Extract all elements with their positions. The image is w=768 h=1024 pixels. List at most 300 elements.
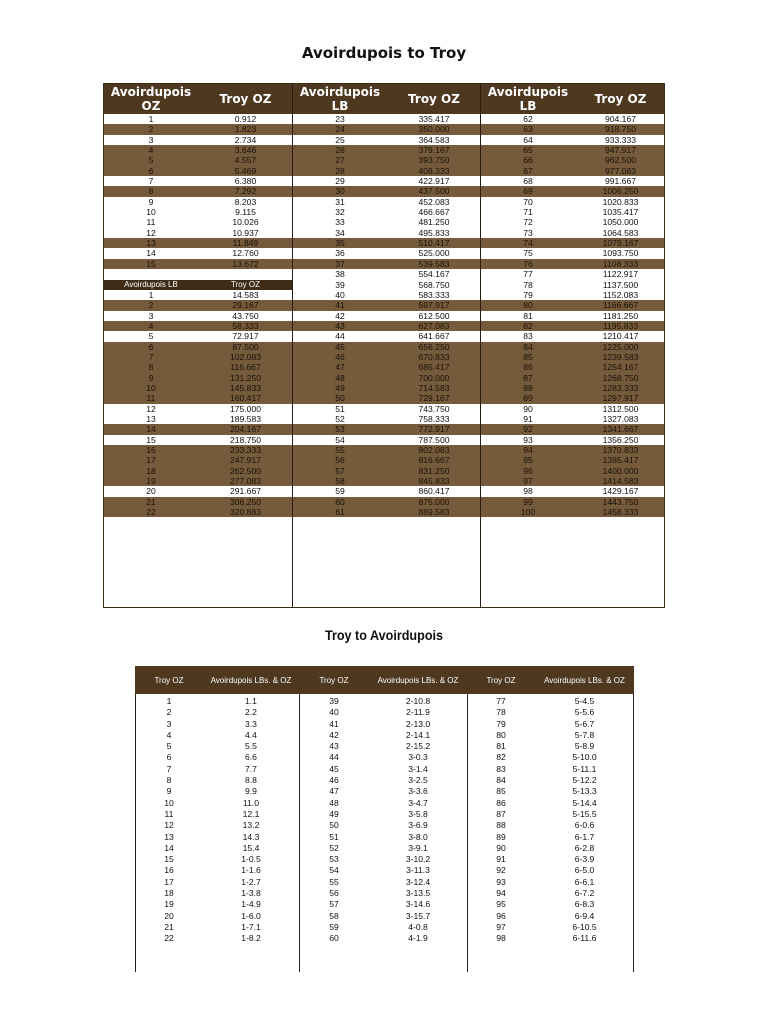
cell-unit: 83 <box>523 331 533 342</box>
cell-unit: 17 <box>146 455 156 466</box>
cell-unit: 41 <box>335 300 345 311</box>
table-row <box>103 124 292 134</box>
table-row <box>467 719 634 730</box>
table-row <box>135 899 299 910</box>
cell-unit: 64 <box>523 134 533 145</box>
table-row <box>467 798 634 809</box>
cell-value: 1210.417 <box>602 331 639 342</box>
cell-value: 5-11.1 <box>572 763 597 774</box>
table-row <box>299 854 467 865</box>
table-row <box>292 124 480 134</box>
cell-unit: 55 <box>335 445 345 455</box>
table-row <box>103 228 292 238</box>
cell-unit: 87 <box>523 372 533 383</box>
table-row <box>292 362 480 372</box>
table-row <box>480 435 665 445</box>
table-row <box>480 476 665 486</box>
cell-value: 918.750 <box>604 124 637 135</box>
table-row <box>299 730 467 741</box>
cell-unit: 2 <box>148 300 154 311</box>
cell-unit: 56 <box>335 455 345 466</box>
cell-unit: 4 <box>148 320 154 331</box>
cell-unit: 4 <box>148 145 154 156</box>
table-row <box>135 809 299 820</box>
table-row <box>103 383 292 393</box>
cell-unit: 86 <box>523 362 533 373</box>
cell-value: 6.6 <box>245 752 257 763</box>
table-row <box>480 486 665 496</box>
cell-value: 6-1.7 <box>574 831 595 842</box>
table-row <box>467 775 634 786</box>
cell-value: 5-14.4 <box>572 797 597 808</box>
table-row <box>103 269 292 279</box>
table-row <box>480 155 665 165</box>
table-row <box>103 393 292 403</box>
cell-unit: 58 <box>335 476 345 487</box>
table-row <box>292 414 480 424</box>
cell-unit: 12 <box>146 403 156 414</box>
cell-value: 10.026 <box>232 217 259 228</box>
cell-unit: 72 <box>523 217 533 228</box>
table-row <box>103 507 292 517</box>
table-row <box>467 843 634 854</box>
cell-value: 510.417 <box>418 238 450 249</box>
table-row <box>292 466 480 476</box>
table-row <box>467 922 634 933</box>
cell-unit: 26 <box>335 145 345 156</box>
cell-value: 3-3.6 <box>408 786 428 797</box>
cell-value: 539.583 <box>418 258 450 269</box>
table-row <box>103 290 292 300</box>
table-row <box>480 507 665 517</box>
cell-value: 3.646 <box>234 145 257 156</box>
table-row <box>480 404 665 414</box>
table-row <box>292 135 480 145</box>
table-row <box>103 331 292 341</box>
cell-value: 3-9.1 <box>408 842 428 853</box>
table-row <box>292 424 480 434</box>
cell-unit: 62 <box>523 114 533 124</box>
table-row <box>299 775 467 786</box>
header-troy-oz: Troy OZ <box>219 91 272 106</box>
table-row <box>480 290 665 300</box>
cell-unit: 57 <box>335 465 345 476</box>
cell-unit: 8 <box>166 775 172 786</box>
cell-value: 12.1 <box>242 808 260 819</box>
cell-unit: 12 <box>146 227 156 238</box>
cell-value: 1327.083 <box>602 413 639 424</box>
cell-value: 3-13.5 <box>405 888 431 899</box>
cell-value: 320.883 <box>229 507 262 518</box>
cell-unit: 22 <box>146 507 156 518</box>
table-row <box>467 696 634 707</box>
cell-value: 145.833 <box>229 382 262 393</box>
table-row <box>480 424 665 434</box>
table-row <box>103 466 292 476</box>
cell-value: 408.333 <box>418 165 450 176</box>
table-row <box>292 259 480 269</box>
cell-unit: 1 <box>148 114 154 124</box>
cell-unit: 96 <box>523 465 533 476</box>
cell-value: 1108.333 <box>602 258 639 269</box>
cell-value: 6-5.0 <box>574 865 595 876</box>
table-row <box>292 455 480 465</box>
cell-value: 2-13.0 <box>405 718 431 729</box>
cell-value: 72.917 <box>232 331 259 342</box>
cell-unit: 15 <box>146 434 156 445</box>
cell-value: 3-11.3 <box>406 865 430 876</box>
cell-value: 1-2.7 <box>241 876 261 887</box>
cell-unit: 7 <box>148 176 154 187</box>
cell-value: 1064.583 <box>602 227 639 238</box>
cell-value: 5-10.0 <box>572 752 597 763</box>
table-row <box>467 730 634 741</box>
table-row <box>135 832 299 843</box>
table-row <box>103 248 292 258</box>
table-row <box>292 217 480 227</box>
table-row <box>480 362 665 372</box>
table-row <box>103 300 292 310</box>
table-row <box>480 114 665 124</box>
table-row <box>467 707 634 718</box>
table-row <box>292 497 480 507</box>
table-row <box>467 832 634 843</box>
cell-unit: 51 <box>335 403 345 414</box>
cell-value: 3-2.5 <box>408 775 428 786</box>
cell-unit: 88 <box>496 820 506 831</box>
cell-unit: 89 <box>523 393 533 404</box>
cell-unit: 16 <box>146 445 156 455</box>
cell-unit: 41 <box>329 718 339 729</box>
table-row <box>292 507 480 517</box>
table-row <box>292 383 480 393</box>
cell-unit: 9 <box>166 786 172 797</box>
header-troy-oz: Troy OZ <box>319 675 349 685</box>
cell-value: 1283.333 <box>602 382 639 393</box>
table-row <box>103 486 292 496</box>
table-row <box>299 764 467 775</box>
cell-unit: 13 <box>146 238 156 249</box>
cell-unit: 100 <box>520 507 536 518</box>
cell-unit: 32 <box>335 207 345 218</box>
cell-unit: 80 <box>496 729 506 740</box>
table-row <box>480 197 665 207</box>
cell-value: 1122.917 <box>602 269 639 280</box>
cell-unit: 84 <box>523 341 533 352</box>
cell-value: 5-8.9 <box>574 741 595 752</box>
table-row <box>480 186 665 196</box>
cell-value: 1225.000 <box>602 341 639 352</box>
cell-unit: 83 <box>496 763 506 774</box>
table-row <box>135 888 299 899</box>
cell-unit: 84 <box>496 775 506 786</box>
cell-value: 29.167 <box>232 300 259 311</box>
cell-value: 3-10.2 <box>405 854 431 865</box>
cell-value: 933.333 <box>604 134 637 145</box>
lb-rows-mid <box>292 114 480 517</box>
table-row <box>135 911 299 922</box>
cell-value: 335.417 <box>418 114 450 124</box>
cell-value: 2-14.1 <box>405 729 431 740</box>
table-row <box>103 352 292 362</box>
cell-value: 2-10.8 <box>405 696 431 706</box>
table-row <box>480 455 665 465</box>
cell-value: 7.7 <box>245 763 257 774</box>
cell-unit: 98 <box>523 486 533 497</box>
cell-value: 1020.833 <box>602 196 639 207</box>
cell-value: 13.2 <box>242 820 260 831</box>
cell-unit: 82 <box>496 752 506 763</box>
table-row <box>103 455 292 465</box>
cell-unit: 20 <box>146 486 156 497</box>
cell-unit: 69 <box>523 186 533 197</box>
header-avoir-lb: Avoirdupois LB <box>487 84 569 113</box>
cell-value: 947.917 <box>604 145 637 156</box>
header-troy-oz: Troy OZ <box>486 675 516 685</box>
cell-value: 831.250 <box>418 465 450 476</box>
table-row <box>292 290 480 300</box>
cell-value: 1006.250 <box>602 186 639 197</box>
cell-unit: 17 <box>164 876 174 887</box>
cell-value: 816.667 <box>418 455 450 466</box>
cell-unit: 7 <box>148 351 154 362</box>
cell-unit: 15 <box>164 854 174 865</box>
table-row <box>135 786 299 797</box>
cell-unit: 94 <box>523 445 533 455</box>
table-row <box>480 280 665 290</box>
cell-value: 7.292 <box>234 186 257 197</box>
cell-unit: 19 <box>146 476 156 487</box>
table-row <box>292 321 480 331</box>
table-row <box>135 877 299 888</box>
cell-unit: 47 <box>335 362 345 373</box>
table-row <box>480 414 665 424</box>
cell-unit: 59 <box>335 486 345 497</box>
cell-value: 1370.833 <box>602 445 639 455</box>
cell-value: 393.750 <box>418 155 450 166</box>
cell-value <box>199 269 292 279</box>
cell-unit: 89 <box>496 831 506 842</box>
table-row <box>467 854 634 865</box>
cell-unit: 77 <box>523 269 533 280</box>
table-row <box>299 820 467 831</box>
cell-value: 291.667 <box>229 486 262 497</box>
cell-value: 11.849 <box>232 238 259 249</box>
cell-value: 583.333 <box>418 289 450 300</box>
cell-value: 962.500 <box>604 155 637 166</box>
cell-value: 802.083 <box>418 445 450 455</box>
cell-unit: 4 <box>166 729 172 740</box>
cell-unit: 98 <box>496 933 506 944</box>
cell-value: 787.500 <box>418 434 450 445</box>
table-row <box>135 730 299 741</box>
table-row <box>135 933 299 944</box>
table-row <box>103 342 292 352</box>
cell-value: 3.3 <box>245 718 257 729</box>
lb-rows-right <box>480 114 665 517</box>
cell-unit: 50 <box>329 820 339 831</box>
cell-value: 904.167 <box>604 114 637 124</box>
cell-unit: 3 <box>166 718 172 729</box>
cell-unit: 78 <box>496 707 506 718</box>
table-row <box>135 843 299 854</box>
table-row <box>103 311 292 321</box>
avoir-to-troy-table <box>103 83 665 608</box>
cell-unit: 79 <box>496 718 506 729</box>
cell-unit: 55 <box>329 876 339 887</box>
cell-unit: 11 <box>146 393 156 404</box>
table-row <box>103 362 292 372</box>
troy-col-2 <box>299 696 467 945</box>
table-row <box>292 145 480 155</box>
cell-value: 991.667 <box>604 176 637 187</box>
cell-unit: 96 <box>496 910 506 921</box>
cell-value: 350.000 <box>418 124 450 135</box>
cell-unit: 8 <box>148 362 154 373</box>
cell-value: 860.417 <box>418 486 450 497</box>
cell-unit: 91 <box>496 854 506 865</box>
table-header <box>103 83 292 114</box>
cell-unit: 14 <box>164 842 174 853</box>
cell-value: 2.2 <box>245 707 257 718</box>
table-row <box>467 888 634 899</box>
cell-unit: 8 <box>148 186 154 197</box>
cell-value: 364.583 <box>418 134 450 145</box>
cell-value: 1254.167 <box>602 362 639 373</box>
table-row <box>467 809 634 820</box>
cell-value: 13.672 <box>232 258 259 269</box>
cell-unit: 82 <box>523 320 533 331</box>
table-row <box>299 922 467 933</box>
table-row <box>299 707 467 718</box>
cell-value: 3-1.4 <box>408 763 428 774</box>
table-row <box>480 445 665 455</box>
table-row <box>292 280 480 290</box>
cell-value: 4.4 <box>245 729 257 740</box>
table-row <box>299 741 467 752</box>
cell-unit: 40 <box>329 707 339 718</box>
cell-unit: 61 <box>335 507 345 518</box>
table-row <box>467 933 634 944</box>
cell-value: 8.203 <box>234 196 257 207</box>
table-row <box>480 259 665 269</box>
table-row <box>135 775 299 786</box>
cell-value: 5-7.8 <box>574 729 595 740</box>
table-row <box>480 300 665 310</box>
table-row <box>292 342 480 352</box>
cell-value: 204.167 <box>229 424 262 435</box>
cell-value: 1166.667 <box>602 300 639 311</box>
cell-unit: 70 <box>523 196 533 207</box>
cell-value: 3-6.9 <box>408 820 428 831</box>
table-row <box>103 321 292 331</box>
table-row <box>292 486 480 496</box>
cell-value: 554.167 <box>418 269 450 280</box>
header-avoir-oz: Avoirdupois OZ <box>110 84 192 113</box>
cell-value: 495.833 <box>418 227 450 238</box>
cell-unit: 90 <box>523 403 533 414</box>
cell-unit: 53 <box>335 424 345 435</box>
cell-unit: 85 <box>523 351 533 362</box>
table-row <box>467 752 634 763</box>
table-row <box>480 176 665 186</box>
cell-unit: 42 <box>329 729 339 740</box>
table-row <box>135 696 299 707</box>
cell-unit: 54 <box>335 434 345 445</box>
cell-unit: 95 <box>523 455 533 466</box>
cell-value: 6-7.2 <box>574 888 595 899</box>
cell-unit: 39 <box>335 279 345 290</box>
cell-unit: 87 <box>496 808 506 819</box>
cell-unit: 44 <box>335 331 345 342</box>
table-row <box>467 764 634 775</box>
table-row <box>103 445 292 455</box>
cell-value: 1137.500 <box>602 279 639 290</box>
cell-value: 1239.583 <box>602 351 639 362</box>
cell-unit: 5 <box>148 155 154 166</box>
header-troy-oz: Troy OZ <box>154 675 184 685</box>
table-row <box>467 820 634 831</box>
cell-unit: 23 <box>335 114 345 124</box>
cell-unit: 10 <box>146 207 156 218</box>
troy-to-avoir-table <box>135 666 634 972</box>
table-row <box>292 393 480 403</box>
cell-value: 15.4 <box>242 842 260 853</box>
table-row <box>135 719 299 730</box>
cell-unit: 2 <box>148 124 154 135</box>
cell-value: 597.917 <box>418 300 450 311</box>
cell-unit: 24 <box>335 124 345 135</box>
cell-unit: 12 <box>164 820 174 831</box>
table-row <box>467 877 634 888</box>
cell-unit: 21 <box>164 921 174 932</box>
cell-unit: 14 <box>146 248 156 259</box>
cell-value: 1297.917 <box>602 393 639 404</box>
table-row <box>292 373 480 383</box>
cell-unit: 46 <box>335 351 345 362</box>
table-row <box>299 933 467 944</box>
table-row <box>480 228 665 238</box>
cell-unit: 30 <box>335 186 345 197</box>
table-row <box>480 352 665 362</box>
cell-value: 685.417 <box>418 362 450 373</box>
table-row <box>480 393 665 403</box>
table-row <box>135 741 299 752</box>
cell-value: 656.250 <box>418 341 450 352</box>
cell-unit: 5 <box>166 741 172 752</box>
lb-column-group-right <box>480 83 665 517</box>
cell-value: 1268.750 <box>602 372 639 383</box>
cell-unit: 5 <box>148 331 154 342</box>
cell-unit: 92 <box>523 424 533 435</box>
sub-header <box>103 280 292 290</box>
header-avoir: Avoirdupois LBs. & OZ <box>210 675 292 685</box>
cell-unit: 37 <box>335 258 345 269</box>
cell-unit: 3 <box>148 310 154 321</box>
cell-value: 6-8.3 <box>574 899 595 910</box>
cell-value: 1.1 <box>245 696 257 706</box>
table-row <box>480 207 665 217</box>
table-row <box>135 798 299 809</box>
cell-value: 277.083 <box>229 476 262 487</box>
cell-unit: 78 <box>523 279 533 290</box>
cell-value: 1.823 <box>234 124 257 135</box>
cell-value: 306.250 <box>229 496 262 507</box>
cell-unit: 9 <box>148 196 154 207</box>
cell-unit: 58 <box>329 910 339 921</box>
cell-value: 1458.333 <box>602 507 639 518</box>
cell-unit: 15 <box>146 258 156 269</box>
